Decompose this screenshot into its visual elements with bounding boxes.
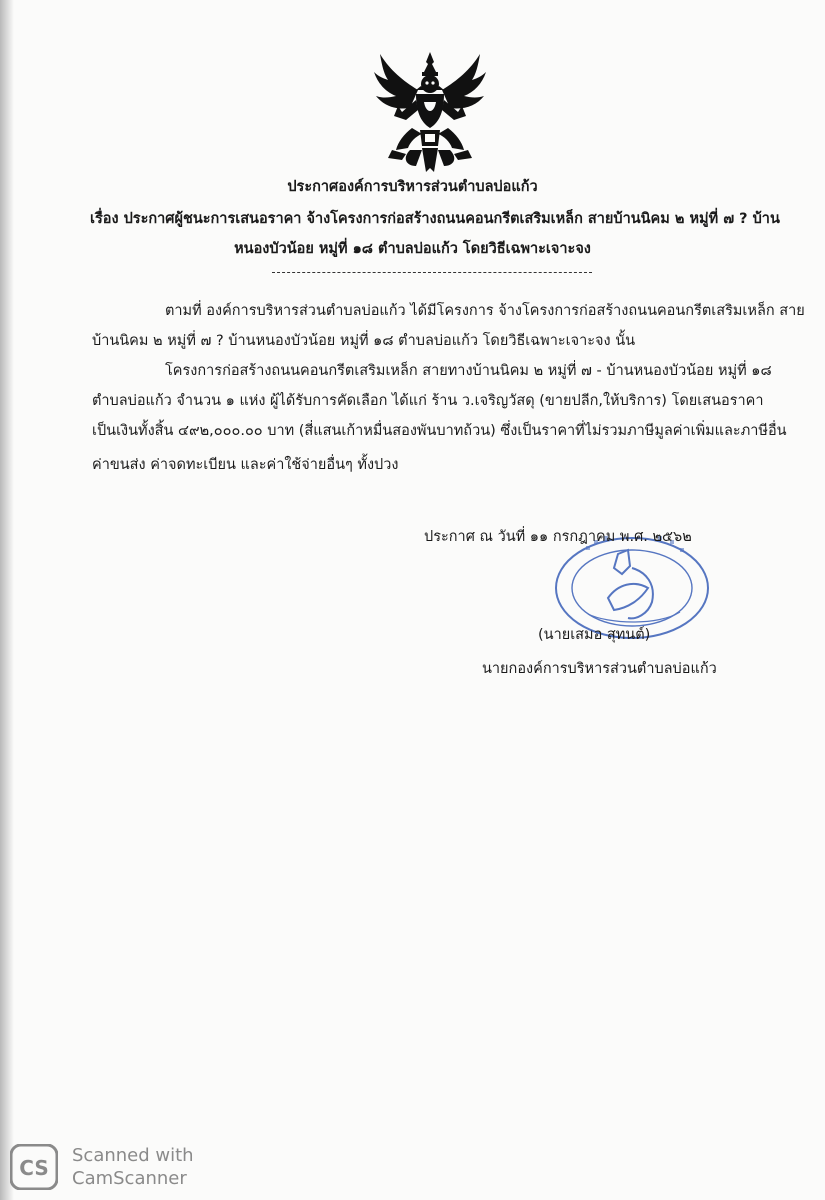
org-announcement-title: ประกาศองค์การบริหารส่วนตำบลบ่อแก้ว (287, 179, 538, 195)
announcement-date: ประกาศ ณ วันที่ ๑๑ กรกฎาคม พ.ศ. ๒๕๖๒ (424, 529, 692, 545)
paragraph-1-line-1: ตามที่ องค์การบริหารส่วนตำบลบ่อแก้ว ได้มีโครงการ จ้างโครงการก่อสร้างถนนคอนกรีตเสริมเหล็ก สาย (165, 303, 805, 319)
paragraph-1-line-2: บ้านนิคม ๒ หมู่ที่ ๗ ? บ้านหนองบัวน้อย หมู่ที่ ๑๘ ตำบลบ่อแก้ว โดยวิธีเฉพาะเจาะจง นั้น (92, 333, 636, 349)
subject-line-1: เรื่อง ประกาศผู้ชนะการเสนอราคา จ้างโครงการก่อสร้างถนนคอนกรีตเสริมเหล็ก สายบ้านนิคม ๒ หมู่ที่ ๗ ? บ้าน (90, 211, 780, 227)
paragraph-2-line-3: เป็นเงินทั้งสิ้น ๔๙๒,๐๐๐.๐๐ บาท (สี่แสนเก้าหมื่นสองพันบาทถ้วน) ซึ่งเป็นราคาที่ไม่รวมภาษีมูลค่าเพิ่มและภาษีอื่น (92, 423, 787, 439)
signer-title: นายกองค์การบริหารส่วนตำบลบ่อแก้ว (482, 661, 717, 677)
watermark-line-2: CamScanner (72, 1168, 187, 1189)
garuda-emblem-icon (372, 50, 488, 174)
header-separator (272, 272, 592, 273)
camscanner-logo-icon (10, 1144, 58, 1190)
paragraph-2-line-2: ตำบลบ่อแก้ว จำนวน ๑ แห่ง ผู้ได้รับการคัดเลือก ได้แก่ ร้าน ว.เจริญวัสดุ (ขายปลีก,ให้บริการ) โดยเสนอราคา (92, 393, 764, 409)
camscanner-logo-text: CS (19, 1156, 49, 1180)
watermark-line-1: Scanned with (72, 1145, 194, 1166)
paragraph-2-line-1: โครงการก่อสร้างถนนคอนกรีตเสริมเหล็ก สายทางบ้านนิคม ๒ หมู่ที่ ๗ - บ้านหนองบัวน้อย หมู่ที่ ๑๘ (165, 363, 772, 379)
subject-line-2: หนองบัวน้อย หมู่ที่ ๑๘ ตำบลบ่อแก้ว โดยวิธีเฉพาะเจาะจง (234, 241, 591, 257)
signer-name: (นายเสมอ สุทนต์) (538, 627, 651, 643)
paragraph-2-line-4: ค่าขนส่ง ค่าจดทะเบียน และค่าใช้จ่ายอื่นๆ ทั้งปวง (92, 457, 399, 473)
